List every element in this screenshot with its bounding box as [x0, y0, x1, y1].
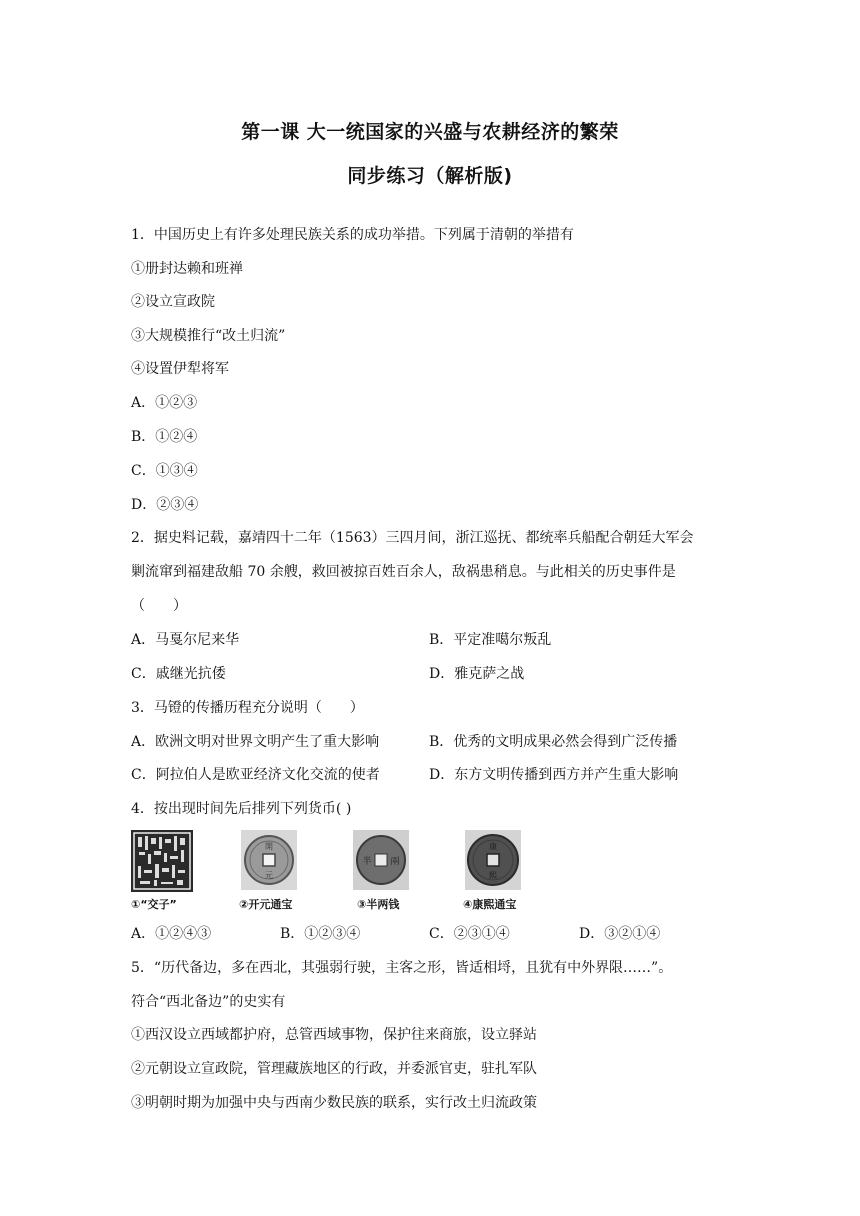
question-2-option-c: C．戚继光抗倭 — [131, 666, 226, 682]
question-5-item: ②元朝设立宣政院，管理藏族地区的行政，并委派官吏，驻扎军队 — [131, 1061, 537, 1077]
question-5-stem: 符合“西北备边”的史实有 — [131, 994, 286, 1010]
question-1-item: ③大规模推行“改土归流” — [131, 328, 286, 344]
kaiyuan-coin-image — [241, 830, 297, 890]
question-2-stem: （ ） — [131, 598, 187, 614]
question-1-stem: 1．中国历史上有许多处理民族关系的成功举措。下列属于清朝的举措有 — [131, 227, 574, 243]
question-2-option-a: A．马戛尔尼来华 — [131, 632, 240, 648]
question-1-option-b: B．①②④ — [131, 429, 198, 445]
image-caption: ④康熙通宝 — [463, 898, 517, 911]
question-3-option-a: A．欧洲文明对世界文明产生了重大影响 — [131, 734, 380, 750]
question-5-item: ③明朝时期为加强中央与西南少数民族的联系，实行改土归流政策 — [131, 1095, 537, 1111]
jiaozi-banknote-image — [131, 830, 193, 892]
question-1-option-c: C．①③④ — [131, 463, 198, 479]
question-2-stem: 剿流窜到福建敌船 70 余艘，救回被掠百姓百余人，敌祸患稍息。与此相关的历史事件是 — [131, 564, 676, 580]
question-2-stem: 2．据史料记载，嘉靖四十二年（1563）三四月间，浙江巡抚、都统率兵船配合朝廷大军会 — [131, 530, 694, 546]
question-1-item: ②设立宣政院 — [131, 294, 215, 310]
doc-subtitle: 同步练习（解析版) — [347, 165, 513, 187]
image-caption: ②开元通宝 — [239, 898, 293, 911]
image-caption: ③半两钱 — [357, 898, 400, 911]
svg-text:康: 康 — [489, 842, 497, 851]
question-1-item: ④设置伊犁将军 — [131, 361, 229, 377]
question-2-option-b: B．平定准噶尔叛乱 — [429, 632, 552, 648]
question-4-option-a: A．①②④③ — [131, 926, 212, 942]
question-1-item: ①册封达赖和班禅 — [131, 261, 243, 277]
svg-text:兩: 兩 — [390, 857, 400, 867]
question-4-stem: 4．按出现时间先后排列下列货币( ) — [131, 801, 352, 817]
question-1-option-a: A．①②③ — [131, 395, 198, 411]
svg-text:熙: 熙 — [489, 871, 497, 880]
doc-title: 第一课 大一统国家的兴盛与农耕经济的繁荣 — [241, 121, 619, 143]
svg-text:開: 開 — [265, 842, 273, 851]
kangxi-coin-image — [465, 830, 521, 890]
banliang-coin-image — [353, 830, 409, 890]
question-3-stem: 3．马镫的传播历程充分说明（ ） — [131, 700, 364, 716]
image-caption: ①“交子” — [131, 898, 177, 911]
svg-text:元: 元 — [265, 871, 273, 880]
question-4-option-c: C．②③①④ — [429, 926, 510, 942]
question-2-option-d: D．雅克萨之战 — [429, 666, 525, 682]
question-5-item: ①西汉设立西域都护府，总管西域事物，保护往来商旅，设立驿站 — [131, 1027, 537, 1043]
question-4-option-d: D．③②①④ — [579, 926, 661, 942]
question-4-option-b: B．①②③④ — [280, 926, 361, 942]
question-3-option-d: D．东方文明传播到西方并产生重大影响 — [429, 767, 679, 783]
question-3-option-b: B．优秀的文明成果必然会得到广泛传播 — [429, 734, 678, 750]
question-3-option-c: C．阿拉伯人是欧亚经济文化交流的使者 — [131, 767, 380, 783]
question-5-stem: 5．“历代备边，多在西北，其强弱行驶，主客之形，皆适相埒，且犹有中外界限……”。 — [131, 960, 673, 976]
svg-text:半: 半 — [362, 857, 372, 867]
question-1-option-d: D．②③④ — [131, 497, 199, 513]
